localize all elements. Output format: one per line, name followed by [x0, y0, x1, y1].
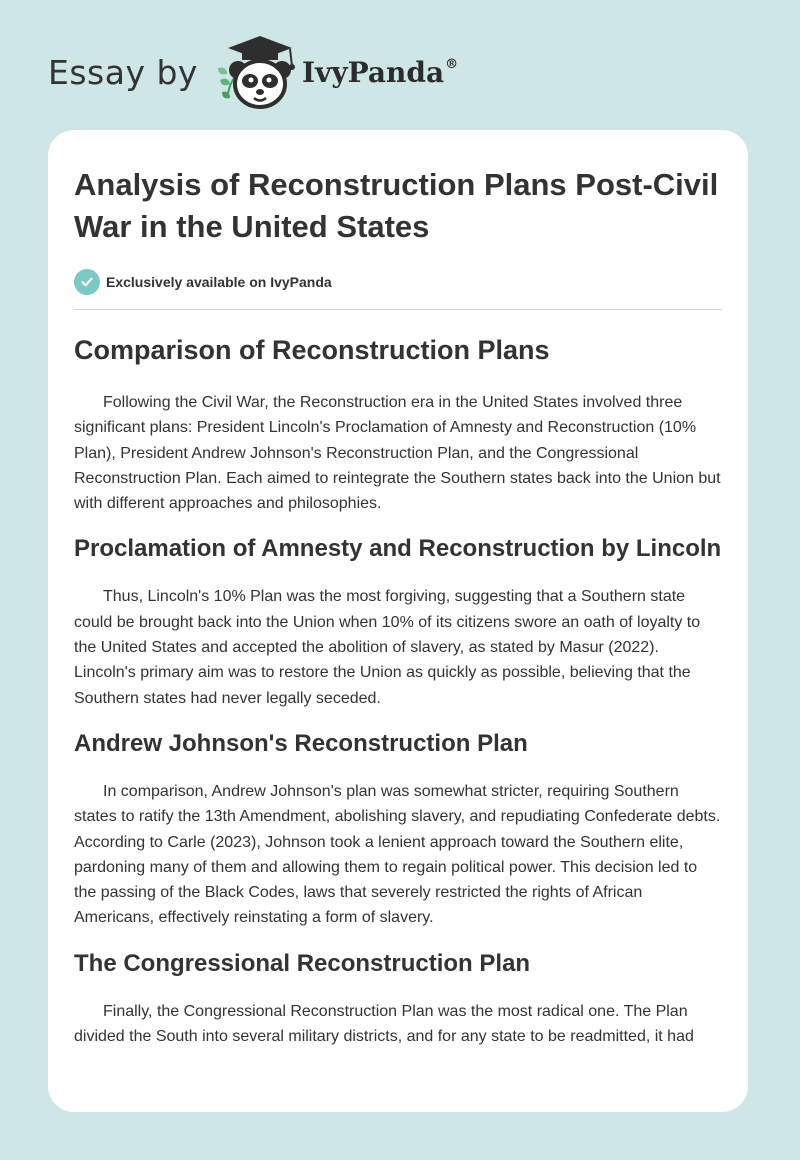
- section-paragraph: In comparison, Andrew Johnson's plan was somewhat stricter, requiring Southern states to ratify the 13th Amendment, abolishing slavery, and repudiating Confederate debts. According to Carle (2023), Johnson took a lenient approach toward the Southern elite, pardoning many of them and allowing them to regain political power. This decision led to the passing of the Black Codes, laws that severely restricted the rights of African Americans, effectively reinstating a form of slavery.: [74, 782, 721, 927]
- brand-name: IvyPanda®: [301, 55, 459, 89]
- exclusive-badge: [74, 269, 722, 295]
- divider: [74, 309, 722, 310]
- site-header: [48, 34, 458, 110]
- section-paragraph: Following the Civil War, the Reconstruction era in the United States involved three significant plans: President Lincoln's Proclamation of Amnesty and Reconstruction (10% Plan), President Andrew Johnson's Reconstruction Plan, and the Congressional Reconstruction Plan. Each aimed to reintegrate the Southern states back into the Union but with different approaches and philosophies.: [74, 394, 721, 513]
- check-icon: [74, 269, 100, 295]
- section-heading: Proclamation of Amnesty and Reconstruction by Lincoln: [74, 535, 722, 563]
- article-card: [48, 130, 748, 1112]
- article-title: Analysis of Reconstruction Plans Post-Civil War in the United States: [74, 167, 719, 244]
- section-heading: Andrew Johnson's Reconstruction Plan: [74, 729, 528, 757]
- section-paragraph: Finally, the Congressional Reconstruction Plan was the most radical one. The Plan divided the South into several military districts, and for any state to be readmitted, it had: [74, 1002, 694, 1046]
- section-heading: The Congressional Reconstruction Plan: [74, 949, 531, 977]
- section-heading: Comparison of Reconstruction Plans: [74, 335, 550, 365]
- exclusive-badge-text: Exclusively available on IvyPanda: [106, 274, 332, 290]
- essay-by-label: Essay by: [48, 52, 198, 92]
- section-paragraph: Thus, Lincoln's 10% Plan was the most forgiving, suggesting that a Southern state could be brought back into the Union when 10% of its citizens swore an oath of loyalty to the United States and accepted the abolition of slavery, as stated by Masur (2022). Lincoln's primary aim was to restore the Union as quickly as possible, believing that the Southern states had never legally seceded.: [74, 588, 701, 707]
- panda-icon: [212, 34, 300, 110]
- ivypanda-logo[interactable]: [212, 34, 458, 110]
